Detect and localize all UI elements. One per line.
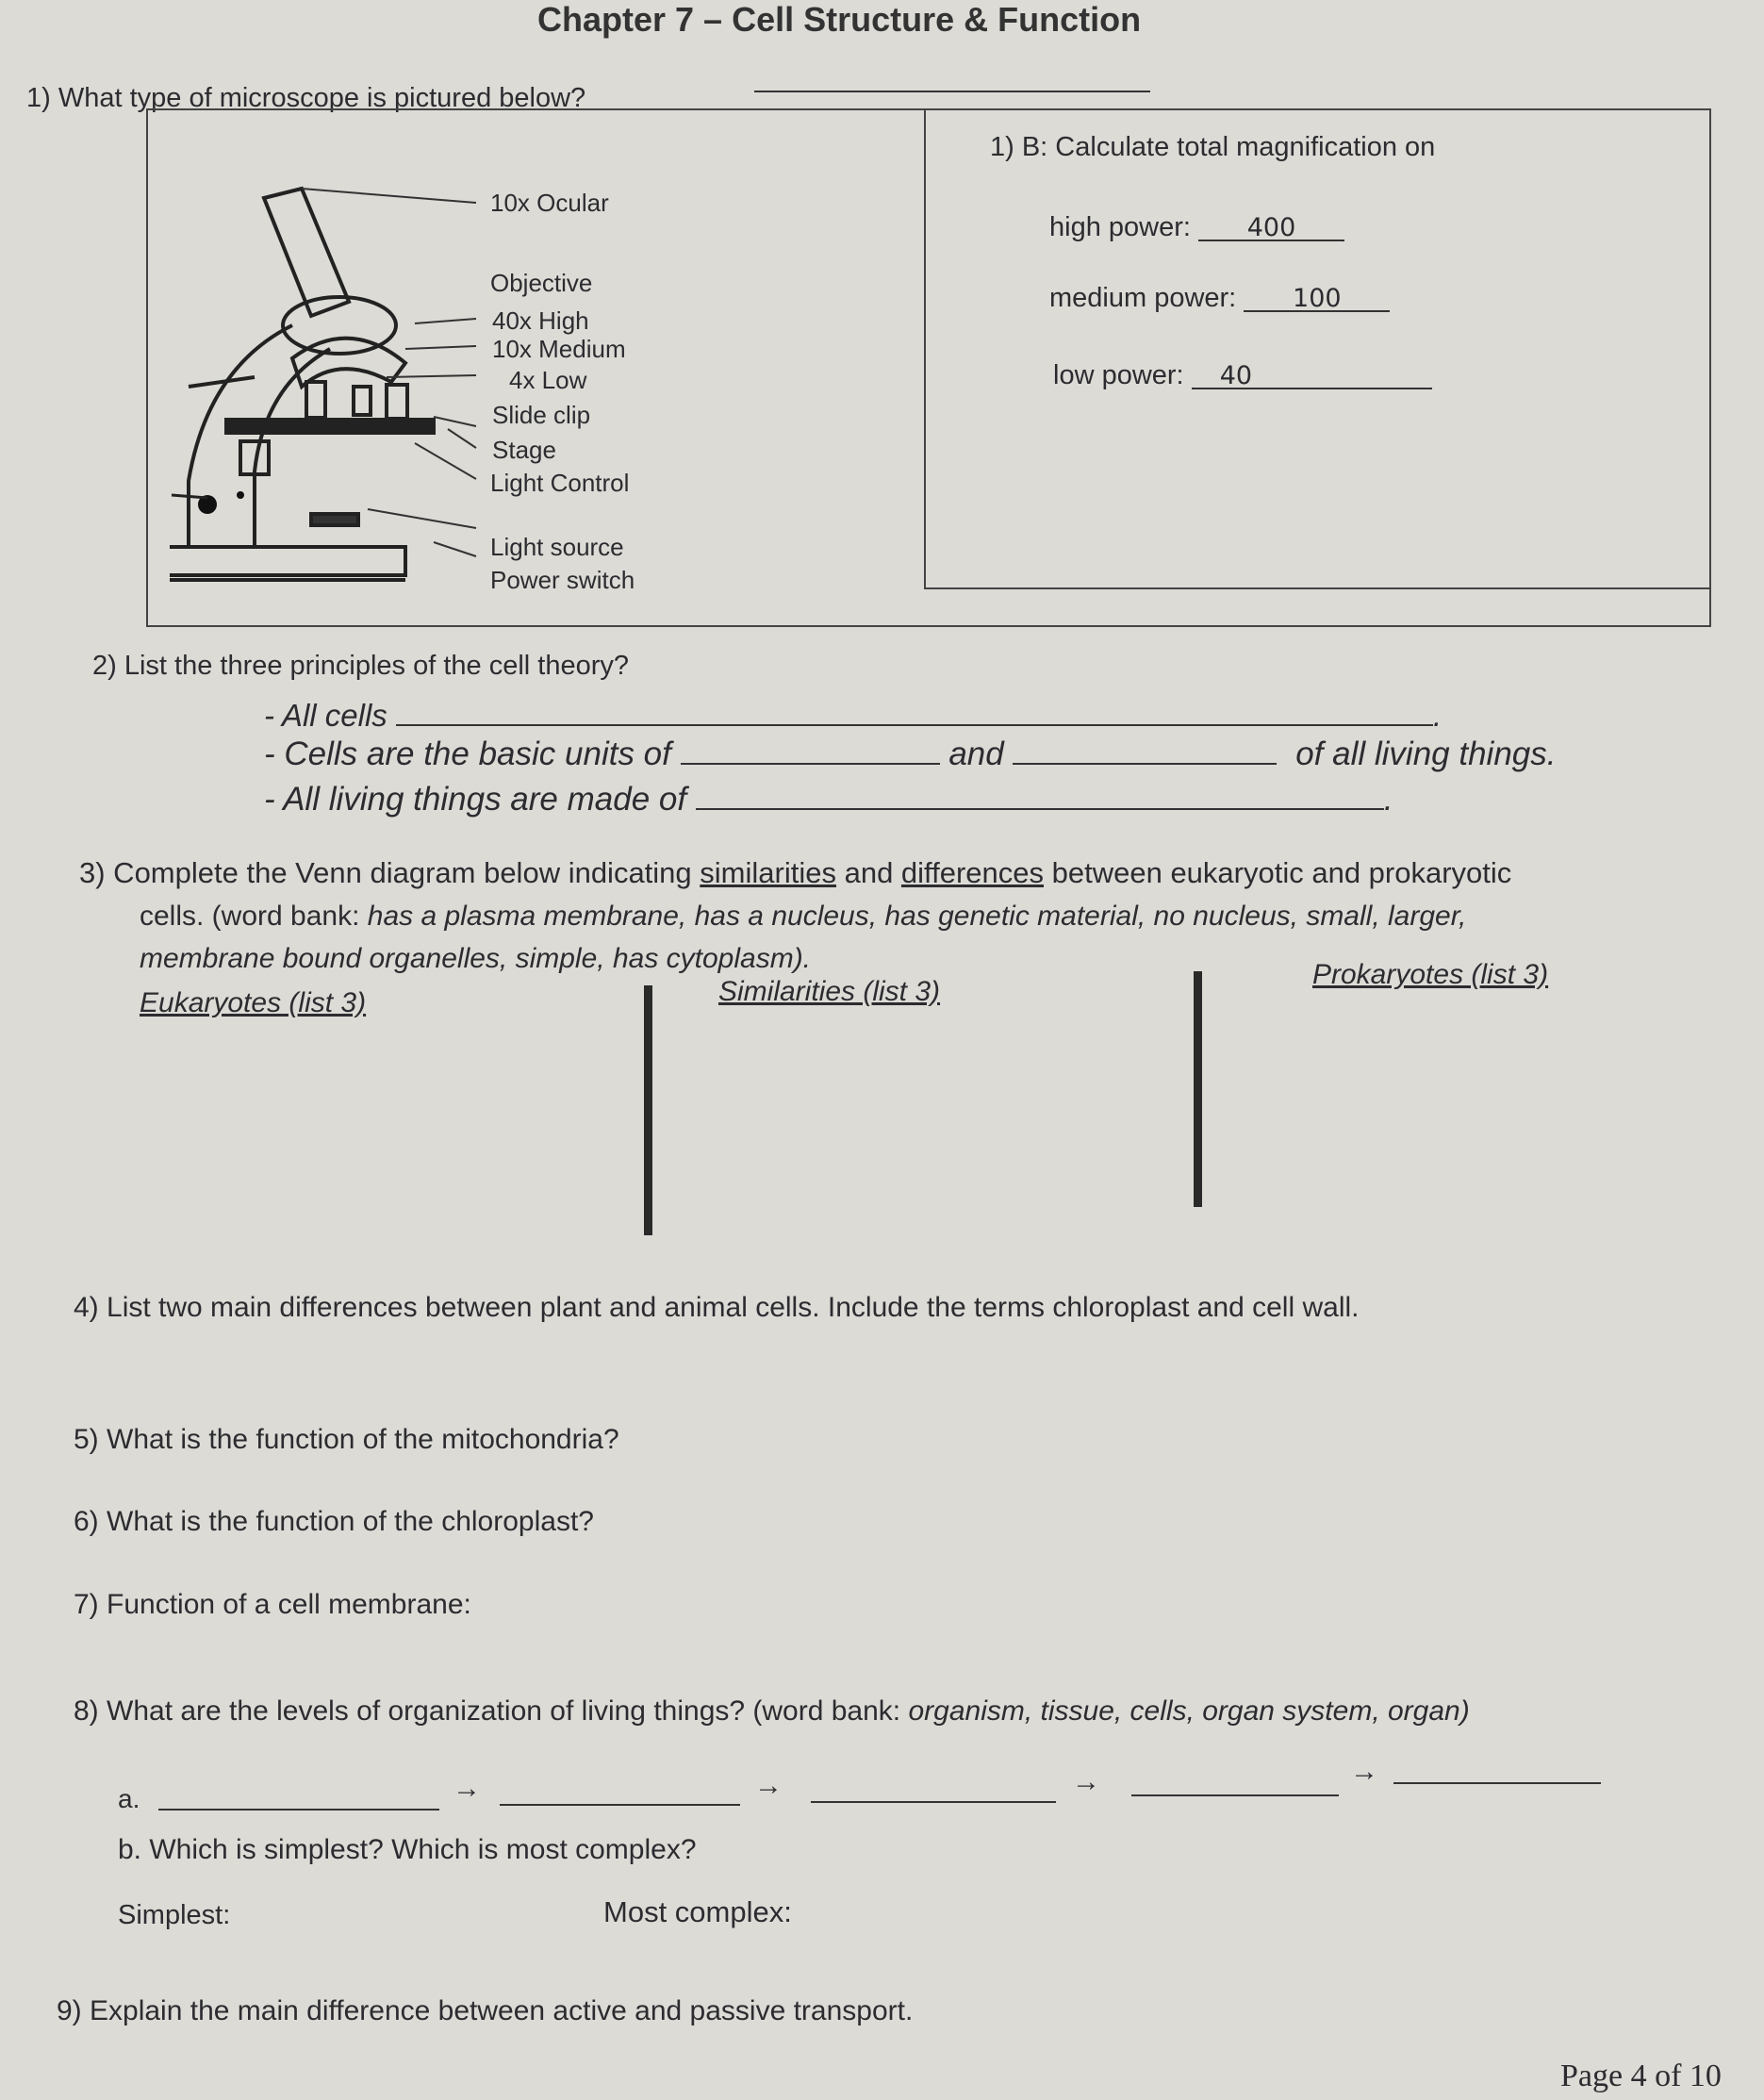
q2-line2-blank-1[interactable]	[681, 736, 940, 765]
level-blank-3[interactable]	[811, 1801, 1056, 1803]
q8a-label: a.	[118, 1784, 140, 1813]
q1-box-bottom-rule	[924, 587, 1711, 589]
level-blank-4[interactable]	[1131, 1794, 1339, 1796]
q3-line2	[140, 901, 1466, 933]
q2-line2	[264, 736, 1556, 773]
q2-line2-text-b: and	[948, 736, 1004, 772]
medium-power-value: 100	[1293, 284, 1342, 313]
label-ocular: 10x Ocular	[490, 189, 609, 217]
q5-question: 5) What is the function of the mitochondria?	[74, 1424, 619, 1455]
q3-and: and	[835, 856, 901, 889]
q2-line3-text: - All living things are made of	[264, 781, 687, 818]
label-high: 40x High	[492, 306, 589, 335]
venn-divider-left	[644, 985, 652, 1235]
arrow-icon: →	[1072, 1766, 1100, 1797]
q2-line2-text-a: - Cells are the basic units of	[264, 736, 671, 772]
level-blank-2[interactable]	[500, 1804, 740, 1806]
label-light-control: Light Control	[490, 469, 630, 497]
venn-eukaryotes-heading: Eukaryotes (list 3)	[140, 987, 367, 1018]
venn-divider-right	[1194, 971, 1202, 1207]
medium-power-blank[interactable]	[1244, 284, 1390, 312]
q6-question: 6) What is the function of the chloroplast?	[74, 1506, 594, 1537]
high-power-blank[interactable]	[1198, 213, 1344, 241]
q2-question: 2) List the three principles of the cell theory?	[92, 651, 630, 681]
venn-eukaryotes-area[interactable]	[140, 1028, 630, 1235]
q8-text-a: 8) What are the levels of organization of living things? (word bank:	[74, 1695, 909, 1727]
q8-word-bank: organism, tissue, cells, organ system, organ)	[908, 1695, 1470, 1727]
label-slide-clip: Slide clip	[492, 401, 591, 429]
q3-line1-b: between eukaryotic and prokaryotic	[1044, 856, 1512, 889]
q2-line2-blank-2[interactable]	[1013, 736, 1277, 765]
q8b-most-complex: Most complex:	[603, 1895, 792, 1928]
label-power-switch: Power switch	[490, 566, 635, 594]
low-power-label: low power:	[1053, 360, 1184, 390]
venn-prokaryotes-area[interactable]	[1216, 1000, 1706, 1207]
q3-line1	[79, 856, 1511, 890]
q1b-high-row	[1049, 212, 1344, 243]
q8-question	[74, 1695, 1470, 1728]
q4-question: 4) List two main differences between plant and animal cells. Include the terms chloroplast and cell wall.	[74, 1292, 1360, 1323]
q8b-simplest: Simplest:	[118, 1900, 231, 1930]
q8b-question: b. Which is simplest? Which is most complex?	[118, 1834, 697, 1865]
venn-similarities-heading: Similarities (list 3)	[718, 976, 941, 1007]
label-objective: Objective	[490, 269, 593, 297]
label-light-source: Light source	[490, 533, 624, 561]
level-blank-5[interactable]	[1393, 1782, 1601, 1784]
high-power-value: 400	[1246, 213, 1296, 242]
q2-line3: - All living things are made of .	[264, 781, 1393, 818]
arrow-icon: →	[754, 1770, 783, 1801]
q1-box-divider	[924, 108, 926, 589]
venn-similarities-area[interactable]	[665, 1018, 1183, 1226]
q3-differences: differences	[900, 856, 1045, 889]
venn-prokaryotes-heading: Prokaryotes (list 3)	[1312, 959, 1549, 990]
q3-similarities: similarities	[700, 856, 836, 889]
q3-line2-a: cells. (word bank:	[140, 901, 368, 932]
q1-question: 1) What type of microscope is pictured below?	[26, 83, 586, 113]
label-low: 4x Low	[509, 366, 587, 394]
q1b-prompt: 1) B: Calculate total magnification on	[990, 132, 1436, 162]
low-power-value: 40	[1219, 361, 1253, 390]
q2-line3-blank[interactable]	[696, 782, 1384, 810]
page-title: Chapter 7 – Cell Structure & Function	[537, 0, 1142, 39]
high-power-label: high power:	[1049, 212, 1191, 242]
arrow-icon: →	[453, 1773, 481, 1804]
q2-line1-text: - All cells	[264, 698, 387, 733]
q2-line1-blank[interactable]	[396, 698, 1433, 726]
label-stage: Stage	[492, 436, 556, 464]
q1-answer-blank[interactable]	[754, 91, 1150, 92]
q3-line1-a: 3) Complete the Venn diagram below indicating	[79, 856, 701, 889]
level-blank-1[interactable]	[158, 1809, 439, 1811]
q2-line2-text-c: of all living things.	[1295, 736, 1557, 772]
q1b-low-row	[1053, 360, 1432, 391]
label-medium: 10x Medium	[492, 335, 626, 363]
q3-line3: membrane bound organelles, simple, has cytoplasm).	[140, 943, 812, 974]
q9-question: 9) Explain the main difference between active and passive transport.	[57, 1995, 914, 2026]
q7-question: 7) Function of a cell membrane:	[74, 1589, 471, 1620]
q3-word-bank: has a plasma membrane, has a nucleus, has genetic material, no nucleus, small, larger,	[367, 901, 1467, 932]
arrow-icon: →	[1350, 1756, 1378, 1787]
q2-line1: - All cells .	[264, 698, 1443, 733]
page-number: Page 4 of 10	[1560, 2059, 1722, 2093]
medium-power-label: medium power:	[1049, 283, 1237, 313]
low-power-blank[interactable]	[1192, 361, 1432, 389]
q1b-medium-row	[1049, 283, 1390, 314]
